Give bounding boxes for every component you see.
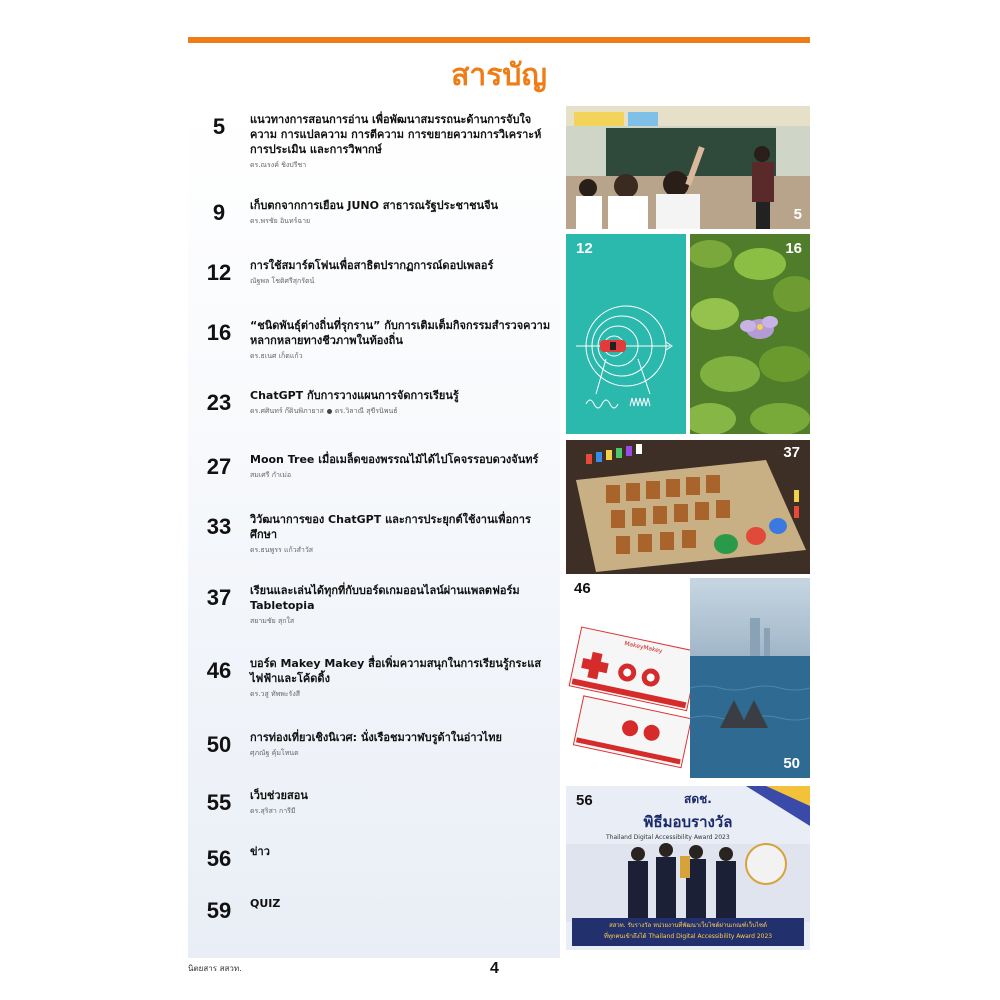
toc-entry-author: ดร.ณรงค์ ชิงปรีชา [250,161,307,169]
toc-entry-author: สยามชัย สุกใส [250,617,295,625]
toc-entry-title: เว็บช่วยสอน [250,789,308,802]
award-title: พิธีมอบรางวัล [643,813,733,831]
toc-page-number: 56 [206,846,232,871]
page-number: 4 [490,960,499,977]
doppler-illustration [566,234,686,434]
toc-entry-authors [250,407,555,416]
toc-entry-title: การใช้สมาร์ตโฟนเพื่อสาธิตปรากฏการณ์ดอปเพลอร์ [250,259,494,272]
award-caption-line2: ที่ทุกคนเข้าถึงได้ Thailand Digital Accessibility Award 2023 [603,933,773,940]
page-badge: 37 [783,444,800,461]
top-rule [188,37,810,43]
award-logo-text: สดช. [684,792,712,806]
toc-page-number: 37 [206,585,232,610]
toc-entry-title: การท่องเที่ยวเชิงนิเวศ: นั่งเรือชมวาฬบรูด้าในอ่าวไทย [250,731,502,744]
toc-entry-author: ดร.สุริสา การีมี [250,807,296,815]
toc-page-number: 59 [206,898,232,923]
toc-entry-author: ดร.ธเนศ เก็ตแก้ว [250,352,303,360]
page-badge: 50 [783,755,800,772]
award-subtitle: Thailand Digital Accessibility Award 2023 [606,834,730,841]
classroom-photo [566,106,810,229]
page-badge: 56 [576,792,593,809]
plants-illustration [690,234,810,434]
toc-entry-author: ศุภณัฐ คุ้มโหนด [250,749,299,757]
toc-entry-title: เรียนและเล่นได้ทุกที่กับบอร์ดเกมออนไลน์ผ่านแพลตฟอร์ม Tabletopia [250,584,520,612]
page-badge: 46 [574,580,591,597]
board-game-photo [566,440,810,574]
toc-entry-title: แนวทางการสอนการอ่าน เพื่อพัฒนาสมรรถนะด้านการจับใจความ การแปลความ การตีความ การขยายความการวิเคราะห์ การประเมิน และการวิพากษ์ [250,113,542,156]
page-badge: 16 [785,240,802,257]
board-game-illustration [566,440,810,574]
award-caption-line1: สสวท. รับรางวัล หน่วยงานที่พัฒนาเว็บไซต์ผ่านเกณฑ์เว็บไซต์ [609,922,767,929]
toc-page-number: 5 [212,114,226,139]
toc-entry-author: ดร.วิลาณี สุขีรนิพนธ์ [334,407,398,415]
water-hyacinth-photo [690,234,810,434]
classroom-illustration [566,106,810,229]
toc-entry-title: วิวัฒนาการของ ChatGPT และการประยุกต์ใช้งานเพื่อการศึกษา [250,513,531,541]
award-ceremony-photo [566,786,810,950]
page-badge: 12 [576,240,593,257]
toc-entry-author: ดร.ศศินทร์ ก๊ดินพิภายาส [250,407,324,415]
toc-page-number: 50 [206,732,232,757]
toc-page-number: 9 [212,200,226,225]
toc-entry-author: ดร.ธนพูรร แก้วสำวัส [250,546,314,554]
toc-entry-author: ณัฐพล โชติศรีสุกรัตน์ [250,277,315,285]
makey-makey-illustration [566,578,690,778]
toc-entry-author: ดร.วสู ทัพพะรังสี [250,690,301,698]
publication-name: นิตยสาร สสวท. [188,964,242,973]
toc-page-number: 33 [206,514,232,539]
toc-page-number: 27 [206,454,232,479]
toc-page-number: 12 [206,260,232,285]
makey-makey-photo [566,578,690,778]
award-caption [572,918,804,946]
toc-entry-author: ดร.พรชัย อินทร์ฉาย [250,217,311,225]
toc-entry-author: สมเศรี กำเม่อ [250,471,292,479]
whale-illustration [690,578,810,778]
toc-page-number: 16 [206,320,232,345]
toc-entry-title: เก็บตกจากการเยือน JUNO สาธารณรัฐประชาชนจีน [250,199,499,212]
toc-page-number: 55 [206,790,232,815]
makey-board-label: MakeyMakey [623,640,664,655]
doppler-diagram [566,234,686,434]
separator-dot [327,409,332,414]
toc-entry-title: ChatGPT กับการวางแผนการจัดการเรียนรู้ [250,389,459,402]
toc-entry-title: ข่าว [250,845,270,858]
whale-photo [690,578,810,778]
toc-entry-title: บอร์ด Makey Makey สื่อเพิ่มความสนุกในการเรียนรู้กระแสไฟฟ้าและโค้ดดิ้ง [250,657,542,685]
toc-entry-title: Moon Tree เมื่อเมล็ดของพรรณไม้ได้ไปโคจรรอบดวงจันทร์ [250,453,539,466]
toc-entry-title: QUIZ [250,897,281,910]
toc-page-number: 23 [206,390,232,415]
toc-page-number: 46 [206,658,232,683]
page-title: สารบัญ [451,58,547,93]
toc-entry-title: “ชนิดพันธุ์ต่างถิ่นที่รุกราน” กับการเติมเต็มกิจกรรมสำรวจความหลากหลายทางชีวภาพในท้องถิ่น [250,319,551,347]
page-badge: 5 [793,206,802,223]
